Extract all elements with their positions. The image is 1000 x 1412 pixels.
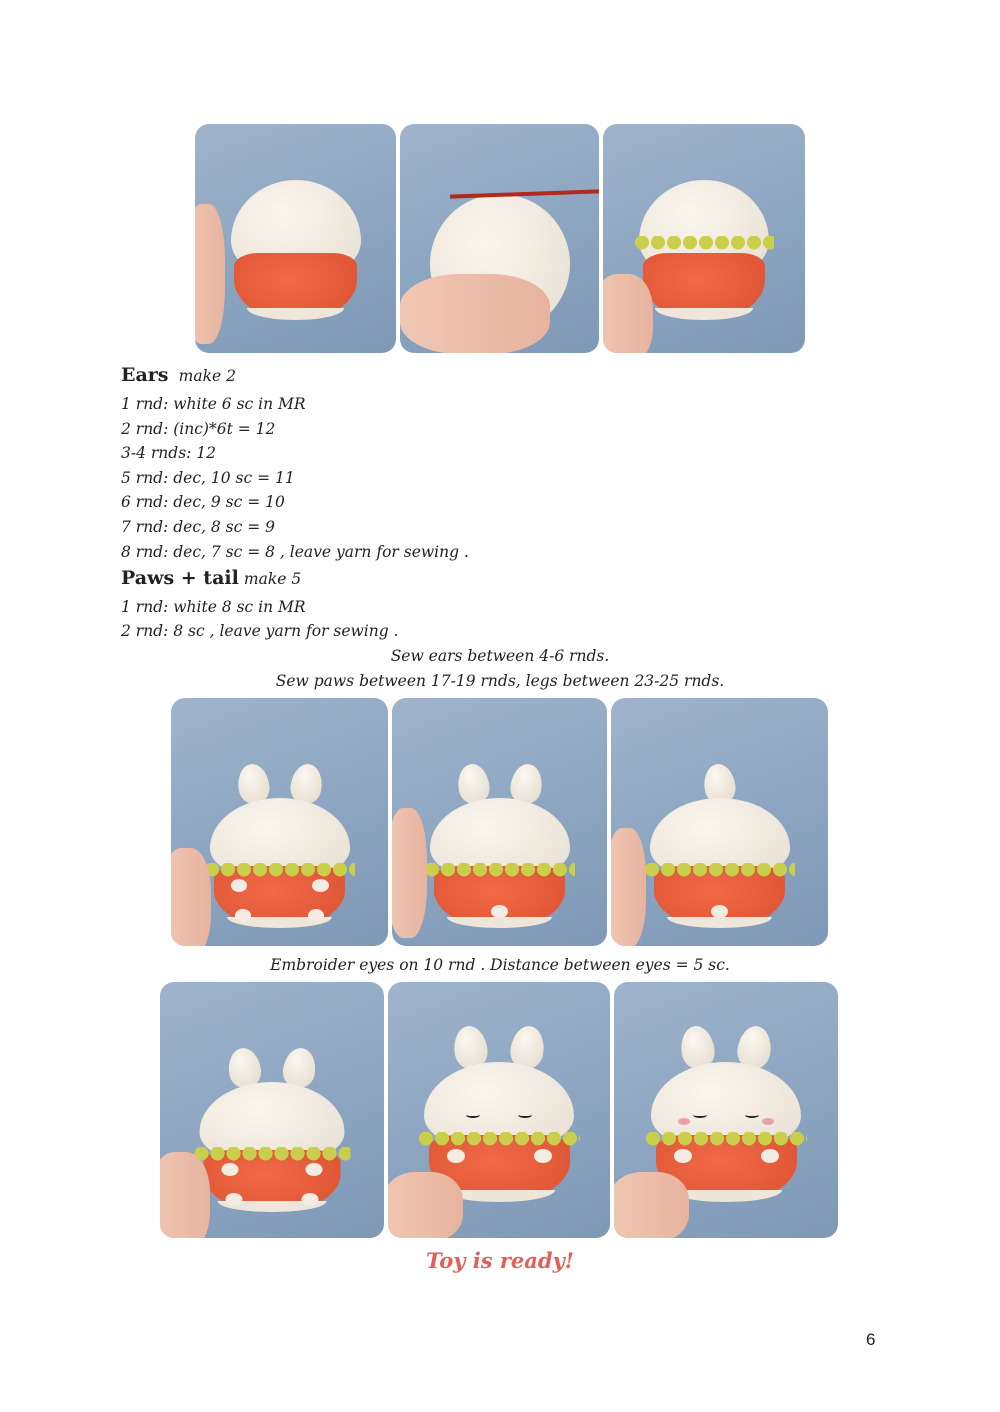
note-sew-ears: Sew ears between 4-6 rnds. [390,647,610,665]
ears-row: 2 rnd: (inc)*6t = 12 [121,420,276,438]
photo-bunny-back-tail [392,698,607,946]
toy-ready-heading: Toy is ready! [426,1248,574,1273]
paws-row: 2 rnd: 8 sc , leave yarn for sewing . [121,622,399,640]
note-sew-paws: Sew paws between 17-19 rnds, legs between 23-25 rnds. [275,672,725,690]
ears-row: 6 rnd: dec, 9 sc = 10 [121,493,285,511]
ears-heading [121,364,236,386]
photo-body-with-ruffle [603,124,805,353]
ears-row: 1 rnd: white 6 sc in MR [121,395,306,413]
photo-bunny-side [611,698,828,946]
ears-row: 3-4 rnds: 12 [121,444,217,462]
ears-row: 5 rnd: dec, 10 sc = 11 [121,469,295,487]
photo-crochet-ruffle [400,124,599,353]
paws-qty: make 5 [243,570,302,588]
ears-row: 7 rnd: dec, 8 sc = 9 [121,518,276,536]
ears-qty: make 2 [178,367,236,385]
photo-bunny-front [171,698,388,946]
paws-title: Paws + tail [121,567,239,589]
note-embroider-eyes: Embroider eyes on 10 rnd . Distance between eyes = 5 sc. [270,956,730,974]
photo-bunny-finished [614,982,838,1238]
photo-bunny-eyes [388,982,610,1238]
ears-title: Ears [121,364,169,386]
ears-row: 8 rnd: dec, 7 sc = 8 , leave yarn for sewing . [121,543,469,561]
paws-heading [121,567,301,589]
paws-row: 1 rnd: white 8 sc in MR [121,598,306,616]
photo-bunny-no-face [160,982,384,1238]
page-number: 6 [866,1330,876,1349]
photo-body-white-orange [195,124,396,353]
